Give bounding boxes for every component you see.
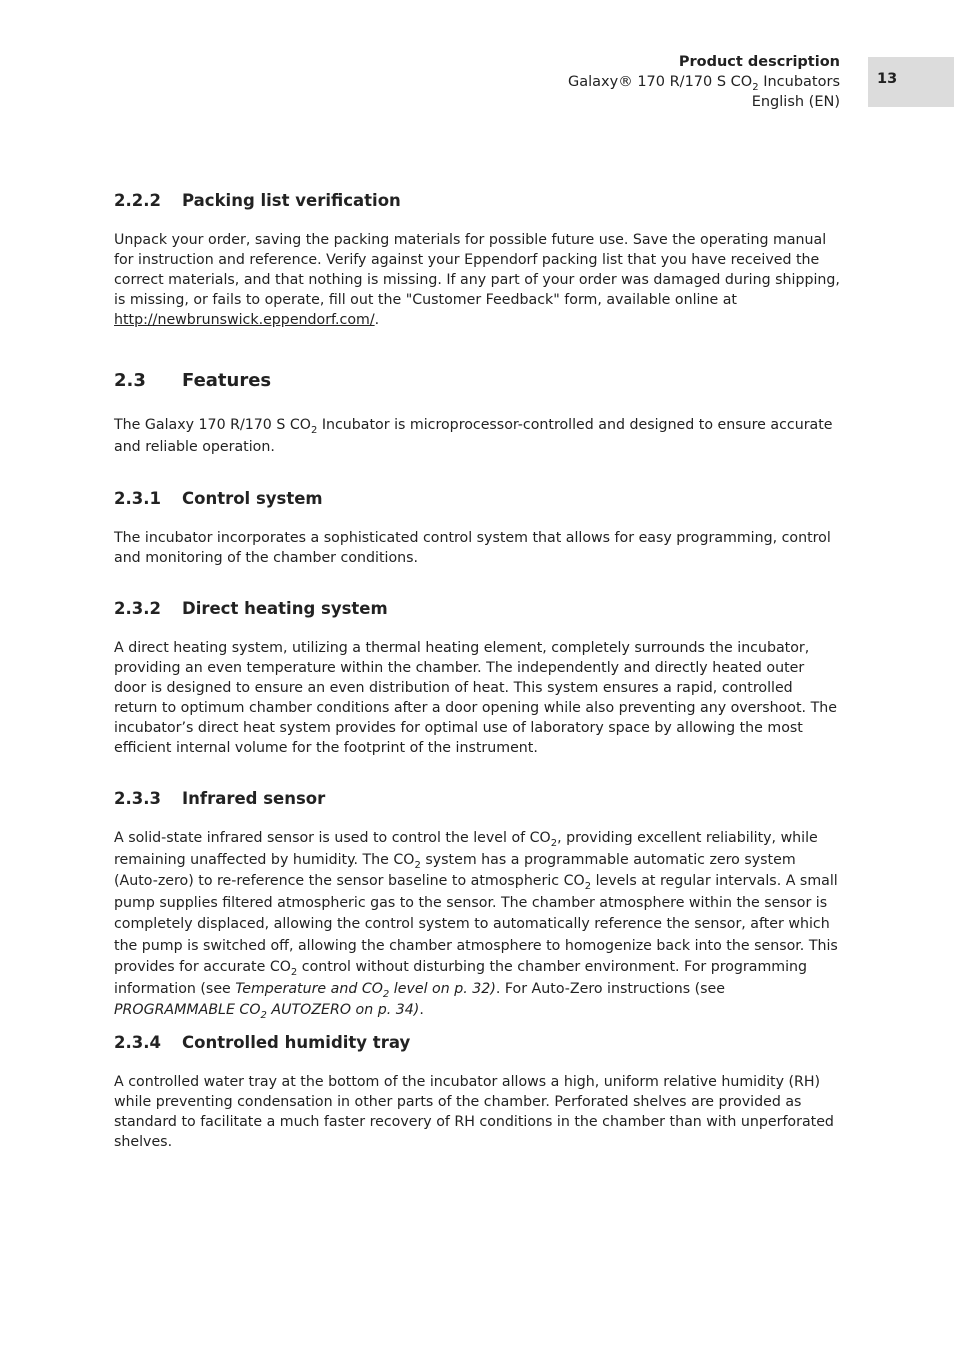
paragraph: A controlled water tray at the bottom of the incubator allows a high, uniform relative humidity (RH) while preventing condensation in other parts of the chamber. Perforated shelves are provided as standard to facilitate a much faster recovery of RH conditions in the chamber than with unperforated shelves. <box>114 1074 834 1150</box>
section-heading: 2.3 Features <box>114 370 272 391</box>
paragraph: The Galaxy 170 R/170 S $CO_2$ Incubator is microprocessor-controlled and designed to ensure accurate and reliable operation. <box>114 417 833 455</box>
section-heading: 2.3.4 Controlled humidity tray <box>114 1033 411 1052</box>
header-product: Galaxy® 170 R/170 S $CO_2$ Incubators <box>568 74 840 93</box>
section-heading: 2.3.1 Control system <box>114 489 323 508</box>
header-title: Product description <box>678 54 840 70</box>
paragraph: Unpack your order, saving the packing materials for possible future use. Save the operating manual for instruction and reference. Verify against your Eppendorf packing list that you have received the correct materials, and that nothing is missing. If any part of your order was damaged during shipping, is missing, or fails to operate, fill out the "Customer Feedback" form, available online at http://newbrunswick.eppendorf.com/. <box>114 232 840 328</box>
paragraph: A direct heating system, utilizing a thermal heating element, completely surrounds the incubator, providing an even temperature within the chamber. The independently and directly heated outer door is designed to ensure an even distribution of heat. This system ensures a rapid, controlled return to optimum chamber conditions after a door opening while also preventing any overshoot. The incubator’s direct heat system provides for optimal use of laboratory space by allowing the most efficient internal volume for the footprint of the instrument. <box>114 640 837 756</box>
cross-reference-temperature: Temperature and $CO_2$ level on p. 32) <box>235 980 496 1000</box>
section-heading: 2.3.2 Direct heating system <box>114 599 388 618</box>
feedback-link[interactable]: http://newbrunswick.eppendorf.com/ <box>114 312 375 328</box>
section-2-3-4 <box>114 1032 840 1152</box>
paragraph: The incubator incorporates a sophisticated control system that allows for easy programming, control and monitoring of the chamber conditions. <box>114 530 831 566</box>
section-heading: 2.3.3 Infrared sensor <box>114 789 326 808</box>
section-2-3 <box>114 370 840 458</box>
page-number: 13 <box>868 57 954 107</box>
cross-reference-autozero: PROGRAMMABLE $CO_2$ AUTOZERO on p. 34) <box>114 1002 420 1021</box>
paragraph: A solid-state infrared sensor is used to control the level of $CO_2$, providing excellent reliability, while remaining unaffected by humidity. The $CO_2$ system has a programmable automatic zero system (Auto-zero) to re-reference the sensor baseline to atmospheric $CO_2$ levels at regular intervals. A small pump supplies filtered atmospheric gas to the sensor. The chamber atmosphere within the sensor is completely displaced, allowing the control system to automatically reference the sensor, after which the pump is switched off, allowing the chamber atmosphere to homogenize back into the sensor. This provides for accurate $CO_2$ control without disturbing the chamber environment. For programming information (see Temperature and $CO_2$ level on p. 32). For Auto-Zero instructions (see PROGRAMMABLE $CO_2$ AUTOZERO on p. 34). <box>114 830 838 1021</box>
section-heading: 2.2.2 Packing list verification <box>114 191 401 210</box>
header-language: English (EN) <box>751 94 840 110</box>
section-2-3-3 <box>114 788 840 1022</box>
section-2-3-1 <box>114 488 840 568</box>
section-2-3-2 <box>114 598 840 758</box>
section-2-2-2 <box>114 190 840 330</box>
page-header <box>568 52 840 112</box>
